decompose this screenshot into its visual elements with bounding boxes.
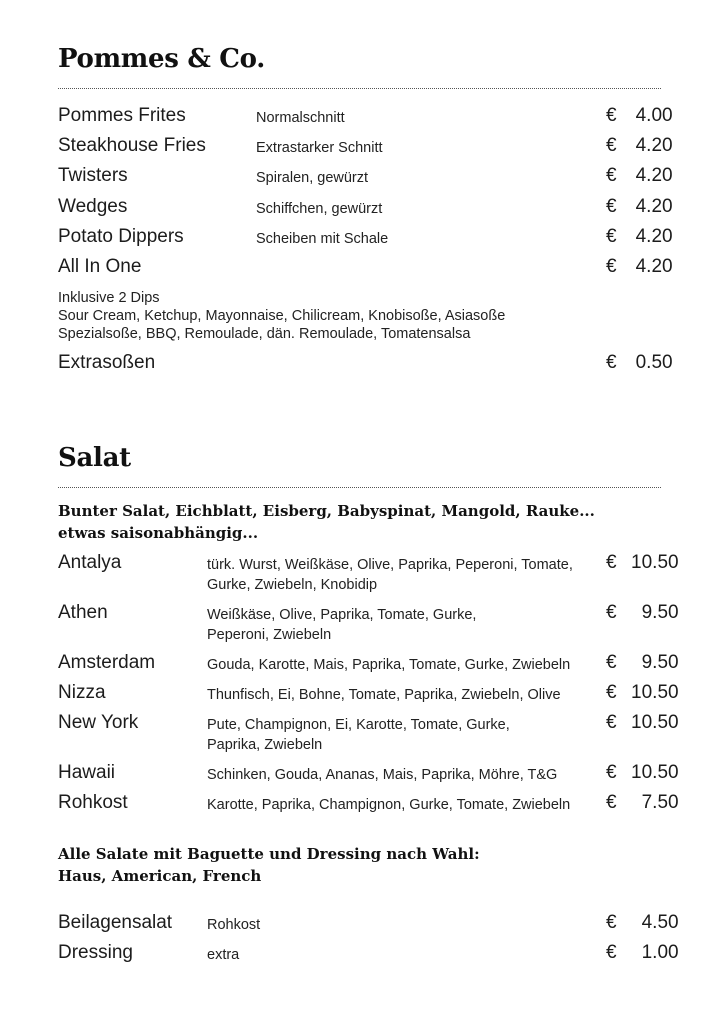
salat-footer-line: Alle Salate mit Baguette und Dressing nach Wahl: [58,845,480,863]
divider [58,88,661,89]
item-name: Antalya [58,552,122,573]
item-description: Schinken, Gouda, Ananas, Mais, Paprika, Möhre, T&G [207,767,558,783]
item-price [606,165,673,187]
price-amount: 7.50 [641,792,679,813]
item-description: Schiffchen, gewürzt [256,201,383,217]
price-amount: 10.50 [631,762,679,783]
item-price [606,762,679,784]
item-description: Karotte, Paprika, Champignon, Gurke, Tomate, Zwiebeln [207,797,571,813]
item-price [606,105,673,127]
item-price [606,942,679,964]
item-name: Extrasoßen [58,352,156,373]
currency-symbol: € [606,196,617,217]
currency-symbol: € [606,135,617,156]
item-name: Dressing [58,942,133,963]
dips-note-line: Sour Cream, Ketchup, Mayonnaise, Chilicream, Knobisoße, Asiasoße [58,308,506,324]
item-price [606,682,679,704]
price-amount: 10.50 [631,682,679,703]
section-title-pommes: Pommes & Co. [58,44,266,74]
currency-symbol: € [606,352,617,373]
price-amount: 4.20 [635,226,673,247]
currency-symbol: € [606,762,617,783]
salat-intro-line: etwas saisonabhängig... [58,524,259,542]
item-price [606,226,673,248]
item-name: Potato Dippers [58,226,184,247]
item-name: Steakhouse Fries [58,135,206,156]
salat-intro-line: Bunter Salat, Eichblatt, Eisberg, Babyspinat, Mangold, Rauke... [58,502,595,520]
dips-note-line: Inklusive 2 Dips [58,290,160,306]
price-amount: 4.20 [635,165,673,186]
item-description: Normalschnitt [256,110,345,126]
item-name: Rohkost [58,792,128,813]
item-description: Rohkost [207,917,261,933]
item-price [606,552,679,574]
item-description: Spiralen, gewürzt [256,170,369,186]
divider [58,487,661,488]
dips-note-line: Spezialsoße, BBQ, Remoulade, dän. Remoulade, Tomatensalsa [58,326,471,342]
dips-note [58,289,505,343]
price-amount: 4.20 [635,196,673,217]
item-price [606,196,673,218]
salat-footer-line: Haus, American, French [58,867,262,885]
item-description: Weißkäse, Olive, Paprika, Tomate, Gurke, Peperoni, Zwiebeln [207,607,477,643]
currency-symbol: € [606,256,617,277]
item-name: Pommes Frites [58,105,186,126]
currency-symbol: € [606,602,617,623]
item-description: Thunfisch, Ei, Bohne, Tomate, Paprika, Zwiebeln, Olive [207,687,561,703]
item-name: Athen [58,602,108,623]
currency-symbol: € [606,942,617,963]
currency-symbol: € [606,552,617,573]
item-price [606,602,679,624]
item-price [606,792,679,814]
item-name: All In One [58,256,142,277]
item-description: Scheiben mit Schale [256,231,389,247]
currency-symbol: € [606,912,617,933]
item-name: Twisters [58,165,128,186]
currency-symbol: € [606,682,617,703]
price-amount: 4.20 [635,256,673,277]
currency-symbol: € [606,712,617,733]
item-description: Pute, Champignon, Ei, Karotte, Tomate, Gurke, Paprika, Zwiebeln [207,717,510,753]
item-description: Gouda, Karotte, Mais, Paprika, Tomate, Gurke, Zwiebeln [207,657,571,673]
currency-symbol: € [606,652,617,673]
price-amount: 10.50 [631,712,679,733]
price-amount: 1.00 [641,942,679,963]
price-amount: 4.00 [635,105,673,126]
price-amount: 10.50 [631,552,679,573]
price-amount: 9.50 [641,652,679,673]
section-title-salat: Salat [58,443,131,473]
salat-footer-note [58,843,480,887]
price-amount: 0.50 [635,352,673,373]
price-amount: 4.50 [641,912,679,933]
item-price [606,352,673,374]
salat-intro [58,500,595,544]
item-name: New York [58,712,139,733]
item-description: türk. Wurst, Weißkäse, Olive, Paprika, Peperoni, Tomate, Gurke, Zwiebeln, Knobidip [207,557,573,593]
currency-symbol: € [606,792,617,813]
item-description: extra [207,947,240,963]
item-price [606,712,679,734]
item-price [606,912,679,934]
item-name: Amsterdam [58,652,156,673]
currency-symbol: € [606,105,617,126]
currency-symbol: € [606,165,617,186]
currency-symbol: € [606,226,617,247]
item-price [606,652,679,674]
item-description: Extrastarker Schnitt [256,140,383,156]
price-amount: 4.20 [635,135,673,156]
item-name: Hawaii [58,762,116,783]
item-name: Wedges [58,196,128,217]
item-price [606,256,673,278]
item-name: Beilagensalat [58,912,173,933]
price-amount: 9.50 [641,602,679,623]
item-name: Nizza [58,682,106,703]
item-price [606,135,673,157]
